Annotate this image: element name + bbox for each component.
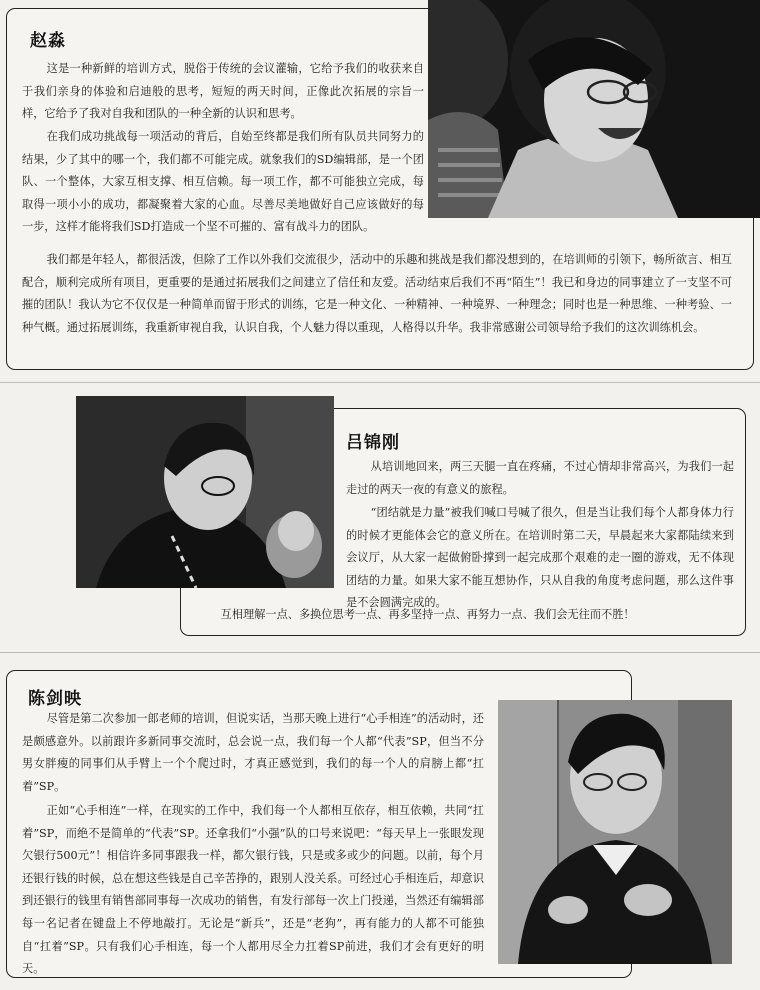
paragraph: 我们都是年轻人，都很活泼，但除了工作以外我们交流很少，活动中的乐趣和挑战是我们都没想到的，在培训师的引领下，畅所欲言、相互配合，顺利完成所有项目，更重要的是通过拓展我们之间建立了信任和友爱。活动结束后我们不再“陌生”！我已和身边的同事建立了一支坚不可摧的团队！我认为它不仅仅是一种简单而留于形式的训练，它是一种文化、一种精神、一种境界、一种理念；同时也是一种思维、一种考验、一种气概。通过拓展训练，我重新审视自我，认识自我，个人魅力得以重现，人格得以升华。我非常感谢公司领导给予我们的这次训练机会。: [22, 253, 732, 334]
author-name: 吕锦刚: [346, 433, 400, 453]
author-name: 陈剑映: [28, 689, 82, 709]
paragraph: 在我们成功挑战每一项活动的背后，自始至终都是我们所有队员共同努力的结果，少了其中的哪一个，我们都不可能完成。就象我们的SD编辑部，是一个团队、一个整体，大家互相支撑、相互信赖。每一项工作，都不可能独立完成，每取得一项小小的成功，都凝聚着大家的心血。尽善尽美地做好自己应该做好的每一步，这样才能将我们SD打造成一个坚不可摧的、富有战斗力的团队。: [22, 130, 424, 234]
divider: [0, 382, 760, 383]
paragraph: “团结就是力量”被我们喊口号喊了很久，但是当让我们每个人都身体力行的时候才更能体会它的意义所在。在培训时第二天，早晨起来大家都陆续来到会议厅，从大家一起做俯卧撑到一起完成那个艰难的走一圈的游戏，无不体现团结的力量。如果大家不能互想协作，只从自我的角度考虑问题，那么这件事是不会圆满完成的。: [346, 506, 734, 610]
paragraph: 正如“心手相连”一样，在现实的工作中，我们每一个人都相互依存，相互依赖，共同“扛着”SP，而绝不是简单的“代表”SP。还拿我们“小强”队的口号来说吧：“每天早上一张眼发现欠银行500元”！相信许多同事跟我一样，都欠银行钱，只是或多或少的问题。以前，每个月还银行钱的时候，总在想这些钱是自己辛苦挣的，跟别人没关系。可经过心手相连后，却意识到还银行的钱里有销售部同事每一次成功的销售，有发行部每一次上门投递，当然还有编辑部每一名记者在键盘上不停地敲打。无论是“新兵”，还是“老狗”，再有能力的人都不可能独自“扛着”SP。只有我们心手相连，每一个人都用尽全力扛着SP前进，我们才会有更好的明天。: [22, 804, 484, 976]
author-name: 赵淼: [30, 31, 66, 51]
paragraph: 尽管是第二次参加一郎老师的培训，但说实话，当那天晚上进行“心手相连”的活动时，还是颇感意外。以前跟许多新同事交流时，总会说一点，我们每一个人都“代表”SP，但当不分男女胖瘦的同事们从手臂上一个个爬过时，才真正感觉到，我们的每一个人的肩膀上都“扛着”SP。: [22, 712, 484, 793]
photo-chen: [498, 700, 732, 964]
photo-zhao: [428, 0, 760, 218]
photo-lv-overlay: [76, 396, 334, 588]
paragraph: 互相理解一点、多换位思考一点、再多坚持一点、再努力一点、我们会无往而不胜！: [220, 608, 635, 621]
divider: [0, 652, 760, 653]
paragraph: 这是一种新鲜的培训方式，脱俗于传统的会议灌输，它给予我们的收获来自于我们亲身的体验和启迪般的思考，短短的两天时间，正像此次拓展的宗旨一样，它给予了我对自我和团队的一种全新的认识和思考。: [22, 62, 424, 121]
paragraph: 从培训地回来，两三天腿一直在疼痛，不过心情却非常高兴，为我们一起走过的两天一夜的有意义的旅程。: [346, 460, 734, 496]
